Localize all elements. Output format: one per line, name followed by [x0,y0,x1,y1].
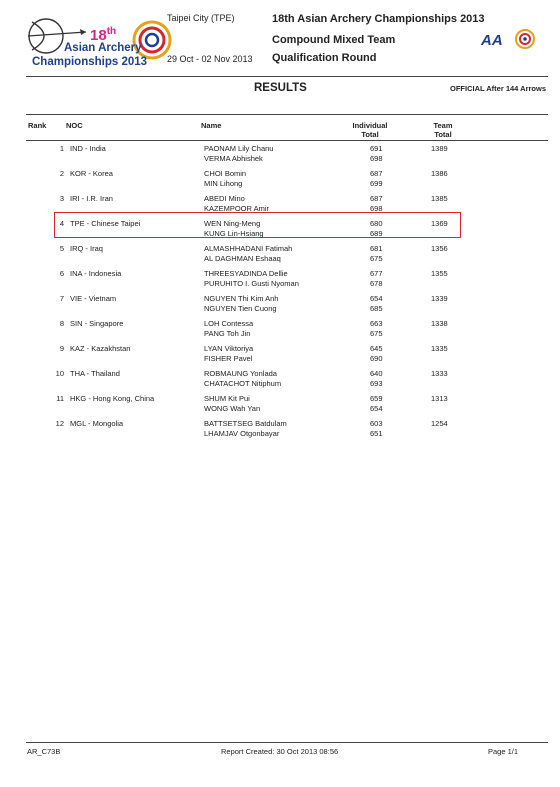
column-rank: Rank [28,121,47,130]
athlete-name: KUNG Lin-Hsiang [204,229,264,238]
event-dates: 29 Oct - 02 Nov 2013 [167,54,253,64]
individual-score: 687 [370,194,383,203]
header-divider [26,76,548,77]
individual-score: 603 [370,419,383,428]
noc-cell: INA - Indonesia [70,269,122,278]
team-total: 1369 [431,219,448,228]
individual-score: 690 [370,354,383,363]
individual-score: 675 [370,329,383,338]
rank-cell: 10 [55,369,64,378]
federation-logo [480,28,536,50]
table-row [0,294,560,318]
individual-score: 681 [370,244,383,253]
table-row [0,244,560,268]
rank-cell: 11 [56,394,64,403]
noc-cell: TPE - Chinese Taipei [70,219,141,228]
athlete-name: ABEDI Mino [204,194,245,203]
rank-cell: 3 [59,194,64,203]
athlete-name: PANG Toh Jin [204,329,251,338]
individual-score: 691 [370,144,383,153]
team-total: 1333 [431,369,448,378]
column-noc: NOC [66,121,83,130]
noc-cell: VIE - Vietnam [70,294,117,303]
noc-cell: IND - India [70,144,106,153]
rank-cell: 4 [59,219,64,228]
rank-cell: 12 [55,419,64,428]
results-title: RESULTS [254,82,307,94]
round-name: Qualification Round [272,52,377,64]
athlete-name: PAONAM Lily Chanu [204,144,274,153]
individual-score: 640 [370,369,383,378]
individual-score: 678 [370,279,383,288]
table-row [0,169,560,193]
team-total: 1389 [431,144,448,153]
individual-score: 645 [370,344,383,353]
column-name: Name [201,121,222,130]
rank-cell: 9 [59,344,64,353]
noc-cell: MGL - Mongolia [70,419,124,428]
championship-logo [22,10,172,72]
team-total: 1385 [431,194,448,203]
team-total: 1339 [431,294,448,303]
individual-score: 663 [370,319,383,328]
athlete-name: LHAMJAV Otgonbayar [204,429,280,438]
table-row [0,144,560,168]
table-row [0,269,560,293]
athlete-name: CHATACHOT Nitiphum [204,379,282,388]
individual-score: 698 [370,204,383,213]
individual-score: 675 [370,254,383,263]
athlete-name: PURUHITO I. Gusti Nyoman [204,279,299,288]
athlete-name: THREESYADINDA Dellie [204,269,288,278]
individual-score: 699 [370,179,383,188]
individual-score: 659 [370,394,383,403]
team-total: 1386 [431,169,448,178]
noc-cell: KOR - Korea [70,169,113,178]
athlete-name: LOH Contessa [204,319,254,328]
individual-score: 687 [370,169,383,178]
athlete-name: ALMASHHADANI Fatimah [204,244,293,253]
column-team: Team [433,121,453,130]
team-total: 1254 [431,419,448,428]
athlete-name: ROBMAUNG Yonlada [204,369,277,378]
noc-cell: IRQ - Iraq [70,244,103,253]
rank-cell: 1 [59,144,64,153]
report-code: AR_C73B [27,747,61,756]
individual-score: 651 [370,429,383,438]
logo-line-1: Asian Archery [64,42,142,54]
rank-cell: 7 [59,294,64,303]
athlete-name: WONG Wah Yan [204,404,261,413]
athlete-name: WEN Ning-Meng [204,219,261,228]
logo-edition: 18th [90,26,117,44]
table-row [0,394,560,418]
athlete-name: KAZEMPOOR Amir [204,204,270,213]
athlete-name: NGUYEN Thi Kim Anh [204,294,279,303]
individual-score: 693 [370,379,383,388]
athlete-name: VERMA Abhishek [204,154,263,163]
team-total: 1356 [431,244,448,253]
table-row [0,419,560,443]
individual-score: 654 [370,404,383,413]
athlete-name: AL DAGHMAN Eshaaq [204,254,281,263]
column-individual-total: Total [361,130,379,139]
report-created: Report Created: 30 Oct 2013 08:56 [221,747,339,756]
individual-score: 685 [370,304,383,313]
team-total: 1338 [431,319,448,328]
column-individual: Individual [352,121,388,130]
athlete-name: FISHER Pavel [204,354,253,363]
column-team-total: Total [434,130,452,139]
footer-divider [26,742,548,743]
logo-line-2: Championships 2013 [32,56,148,68]
venue-city: Taipei City (TPE) [167,13,235,23]
individual-score: 654 [370,294,383,303]
svg-text:AA: AA [481,32,503,49]
athlete-name: MIN Lihong [204,179,243,188]
individual-score: 689 [370,229,383,238]
page-number: Page 1/1 [488,747,519,756]
federation-logo-icon [480,28,536,50]
athlete-name: BATTSETSEG Batdulam [204,419,287,428]
table-row [0,319,560,343]
team-total: 1335 [431,344,448,353]
table-row [0,369,560,393]
noc-cell: SIN - Singapore [70,319,124,328]
table-top-divider [26,114,548,115]
noc-cell: KAZ - Kazakhstan [70,344,131,353]
noc-cell: HKG - Hong Kong, China [70,394,155,403]
official-note: OFFICIAL After 144 Arrows [450,84,546,93]
championship-title: 18th Asian Archery Championships 2013 [272,13,485,25]
table-row-highlighted [0,219,560,243]
header-row-divider [26,140,548,141]
individual-score: 698 [370,154,383,163]
noc-cell: THA - Thailand [70,369,120,378]
athlete-name: SHUM Kit Pui [204,394,250,403]
rank-cell: 8 [59,319,64,328]
table-row [0,344,560,368]
noc-cell: IRI - I.R. Iran [70,194,113,203]
athlete-name: LYAN Viktoriya [204,344,254,353]
team-total: 1313 [431,394,448,403]
rank-cell: 6 [59,269,64,278]
event-name: Compound Mixed Team [272,34,396,46]
rank-cell: 2 [59,169,64,178]
athlete-name: NGUYEN Tien Cuong [204,304,277,313]
athlete-name: CHOI Bomin [204,169,247,178]
team-total: 1355 [431,269,448,278]
individual-score: 680 [370,219,383,228]
individual-score: 677 [370,269,383,278]
rank-cell: 5 [59,244,64,253]
